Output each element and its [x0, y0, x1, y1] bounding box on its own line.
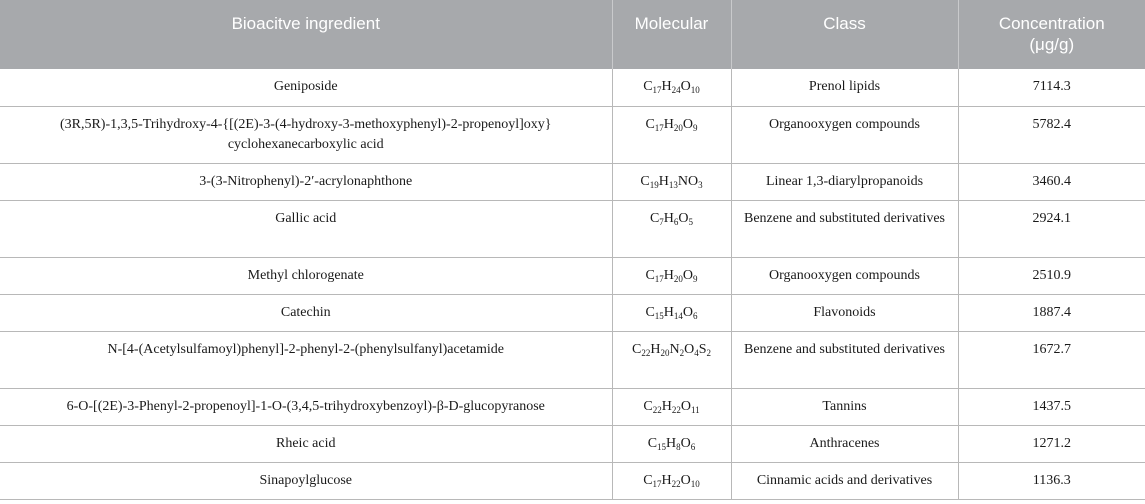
cell-concentration: 1887.4	[958, 294, 1145, 331]
formula-subscript: 3	[698, 179, 703, 190]
cell-concentration: 5782.4	[958, 106, 1145, 163]
cell-molecular	[612, 106, 731, 163]
cell-concentration: 2924.1	[958, 200, 1145, 257]
formula-element: C	[647, 435, 658, 451]
cell-molecular	[612, 388, 731, 425]
formula-element: O	[680, 79, 691, 94]
formula-subscript: 9	[693, 273, 698, 284]
table-row	[0, 106, 1145, 163]
formula-element: C	[645, 304, 655, 320]
cell-molecular	[612, 294, 731, 331]
cell-ingredient: Catechin	[0, 294, 612, 331]
formula-subscript: 19	[649, 179, 659, 190]
header-ingredient: Bioacitve ingredient	[0, 0, 612, 69]
formula-element: C	[643, 398, 653, 414]
formula-subscript: 22	[641, 347, 651, 358]
cell-class: Prenol lipids	[731, 69, 958, 106]
formula-subscript: 4	[694, 347, 699, 358]
cell-molecular	[612, 163, 731, 200]
formula-subscript: 15	[654, 310, 664, 321]
formula-element: C	[643, 472, 653, 488]
cell-ingredient: Gallic acid	[0, 200, 612, 257]
formula-subscript: 17	[654, 273, 664, 284]
formula-subscript: 22	[671, 404, 681, 415]
formula-subscript: 22	[652, 404, 662, 415]
cell-ingredient: N-[4-(Acetylsulfamoyl)phenyl]-2-phenyl-2-(phenylsulfanyl)acetamide	[0, 331, 612, 388]
cell-ingredient: Sinapoylglucose	[0, 462, 612, 499]
cell-ingredient: Geniposide	[0, 69, 612, 106]
header-concentration-line2: (μg/g)	[1029, 35, 1075, 54]
formula-subscript: 20	[673, 122, 683, 133]
formula-subscript: 10	[690, 85, 700, 95]
formula-element: H	[663, 304, 674, 320]
formula-subscript: 11	[690, 404, 700, 415]
table-row	[0, 462, 1145, 499]
cell-ingredient: (3R,5R)-1,3,5-Trihydroxy-4-{[(2E)-3-(4-hydroxy-3-methoxyphenyl)-2-propenoyl]oxy} cyclohexanecarboxylic acid	[0, 106, 612, 163]
formula-element: C	[640, 173, 650, 189]
formula-element: H	[661, 398, 672, 414]
formula-element: C	[649, 210, 660, 226]
formula-subscript: 22	[671, 478, 681, 489]
formula-subscript: 15	[657, 441, 667, 452]
table-row	[0, 425, 1145, 462]
formula-subscript: 20	[660, 347, 670, 358]
table-row	[0, 331, 1145, 388]
cell-concentration: 1672.7	[958, 331, 1145, 388]
cell-ingredient: 3-(3-Nitrophenyl)-2′-acrylonaphthone	[0, 163, 612, 200]
formula-element: C	[645, 116, 655, 132]
formula-element: H	[658, 173, 669, 189]
cell-concentration: 1136.3	[958, 462, 1145, 499]
formula-element: O	[680, 398, 691, 414]
formula-element: O	[682, 116, 694, 132]
formula-element: C	[645, 267, 655, 283]
cell-class: Cinnamic acids and derivatives	[731, 462, 958, 499]
formula-subscript: 17	[654, 122, 664, 133]
header-concentration-line1: Concentration	[998, 14, 1105, 33]
cell-concentration: 7114.3	[958, 69, 1145, 106]
cell-class: Organooxygen compounds	[731, 257, 958, 294]
table-header	[0, 0, 1145, 69]
formula-element: NO	[677, 173, 699, 189]
table-row	[0, 294, 1145, 331]
formula-element: H	[661, 79, 672, 94]
formula-element: O	[684, 341, 695, 357]
cell-molecular	[612, 257, 731, 294]
formula-element: C	[643, 79, 653, 94]
formula-element: O	[680, 472, 691, 488]
cell-concentration: 2510.9	[958, 257, 1145, 294]
header-class: Class	[731, 0, 958, 69]
cell-class: Tannins	[731, 388, 958, 425]
formula-element: H	[663, 116, 674, 132]
cell-ingredient: Methyl chlorogenate	[0, 257, 612, 294]
table-row	[0, 200, 1145, 257]
formula-subscript: 17	[652, 478, 662, 489]
formula-element: O	[678, 210, 689, 226]
formula-element: H	[663, 267, 674, 283]
table-row	[0, 69, 1145, 106]
formula-element: N	[669, 341, 680, 357]
formula-subscript: 5	[688, 216, 694, 227]
formula-subscript: 6	[690, 441, 696, 452]
cell-class: Flavonoids	[731, 294, 958, 331]
cell-concentration: 1271.2	[958, 425, 1145, 462]
formula-subscript: 14	[673, 310, 683, 321]
formula-element: H	[666, 435, 677, 451]
cell-molecular	[612, 425, 731, 462]
cell-class: Benzene and substituted derivatives	[731, 331, 958, 388]
cell-ingredient: Rheic acid	[0, 425, 612, 462]
table-body	[0, 69, 1145, 499]
formula-subscript: 13	[668, 179, 678, 190]
formula-element: H	[661, 472, 672, 488]
formula-element: O	[680, 435, 691, 451]
cell-molecular	[612, 331, 731, 388]
formula-subscript: 17	[652, 85, 662, 95]
formula-subscript: 2	[679, 347, 685, 358]
formula-element: C	[631, 341, 642, 357]
formula-element: O	[682, 267, 694, 283]
cell-molecular	[612, 200, 731, 257]
header-molecular: Molecular	[612, 0, 731, 69]
cell-molecular	[612, 69, 731, 106]
table-row	[0, 163, 1145, 200]
formula-subscript: 8	[676, 441, 681, 452]
header-row	[0, 0, 1145, 69]
formula-subscript: 6	[693, 310, 698, 321]
formula-element: S	[698, 341, 707, 357]
formula-element: H	[650, 341, 661, 357]
formula-subscript: 9	[693, 122, 698, 133]
cell-class: Anthracenes	[731, 425, 958, 462]
cell-class: Benzene and substituted derivatives	[731, 200, 958, 257]
table-row	[0, 388, 1145, 425]
formula-subscript: 20	[673, 273, 683, 284]
cell-concentration: 3460.4	[958, 163, 1145, 200]
table-row	[0, 257, 1145, 294]
formula-subscript: 2	[706, 347, 711, 358]
formula-subscript: 24	[671, 85, 681, 95]
header-concentration	[958, 0, 1145, 69]
cell-molecular	[612, 462, 731, 499]
cell-ingredient: 6-O-[(2E)-3-Phenyl-2-propenoyl]-1-O-(3,4,5-trihydroxybenzoyl)-β-D-glucopyranose	[0, 388, 612, 425]
cell-class: Organooxygen compounds	[731, 106, 958, 163]
formula-element: H	[663, 210, 674, 226]
cell-concentration: 1437.5	[958, 388, 1145, 425]
formula-element: O	[682, 304, 694, 320]
formula-subscript: 7	[659, 216, 664, 227]
cell-class: Linear 1,3-diarylpropanoids	[731, 163, 958, 200]
formula-subscript: 6	[673, 216, 679, 227]
formula-subscript: 10	[690, 478, 700, 489]
